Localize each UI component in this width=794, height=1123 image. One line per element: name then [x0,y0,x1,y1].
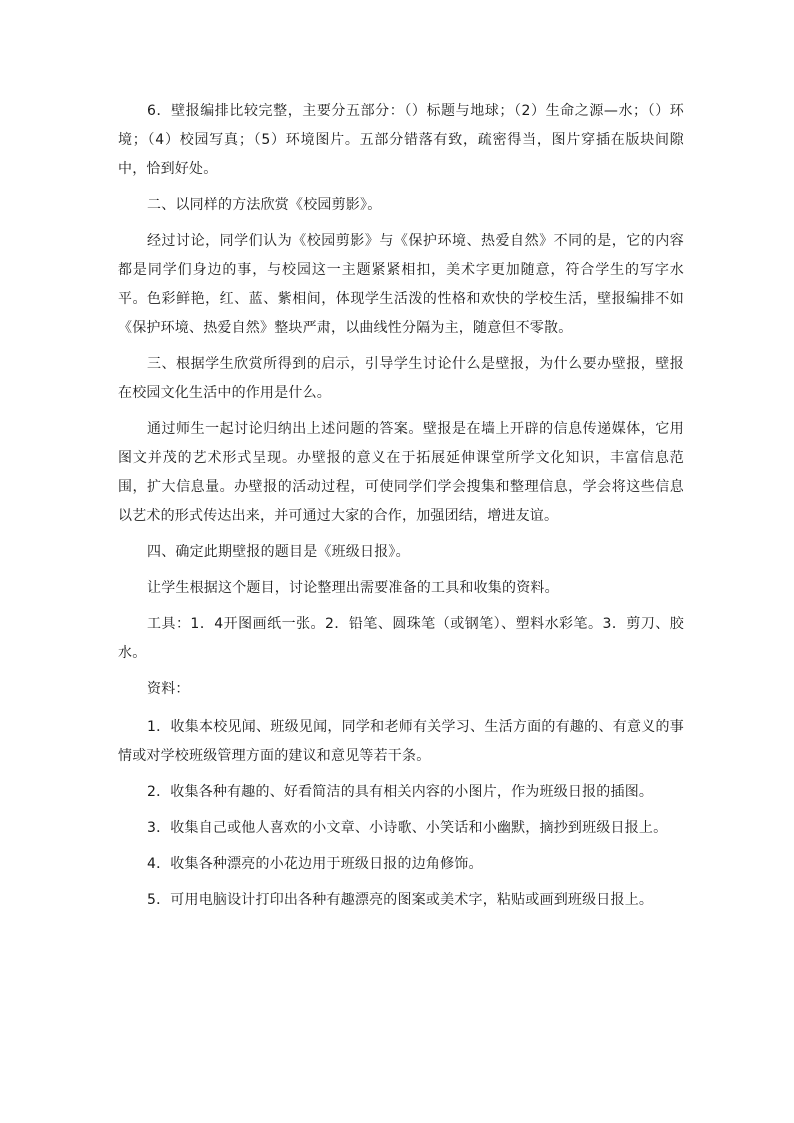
paragraph-material-5: 5．可用电脑设计打印出各种有趣漂亮的图案或美术字，粘贴或画到班级日报上。 [147,892,654,908]
paragraph-discussion-campus: 经过讨论，同学们认为《校园剪影》与《保护环境、热爱自然》不同的是，它的内容都是同学们身边的事，与校园这一主题紧紧相扣，美术字更加随意，符合学生的写字水平。色彩鲜艳，红、蓝、紫相间，体现学生活泼的性格和欢快的学校生活，壁报编排不如《保护环境、热爱自然》整块严肃，以曲线性分隔为主，随意但不零散。 [118,233,684,336]
paragraph-material-1: 1．收集本校见闻、班级见闻，同学和老师有关学习、生活方面的有趣的、有意义的事情或对学校班级管理方面的建议和意见等若干条。 [118,719,684,764]
paragraph-step-three: 三、根据学生欣赏所得到的启示，引导学生讨论什么是壁报，为什么要办壁报，壁报在校园文化生活中的作用是什么。 [118,356,684,401]
paragraph-wall-newspaper-layout: 6．壁报编排比较完整，主要分五部分：（）标题与地球；（2）生命之源—水；（）环境；（4）校园写真；（5）环境图片。五部分错落有致，疏密得当，图片穿插在版块间隙中，恰到好处。 [118,103,684,177]
paragraph-material-3: 3．收集自己或他人喜欢的小文章、小诗歌、小笑话和小幽默，摘抄到班级日报上。 [147,820,668,836]
paragraph-preparation: 让学生根据这个题目，讨论整理出需要准备的工具和收集的资料。 [147,580,559,596]
paragraph-material-4: 4．收集各种漂亮的小花边用于班级日报的边角修饰。 [147,856,483,872]
paragraph-material-2: 2．收集各种有趣的、好看简洁的具有相关内容的小图片，作为班级日报的插图。 [147,784,654,800]
paragraph-step-four: 四、确定此期壁报的题目是《班级日报》。 [147,544,410,560]
paragraph-tools: 工具：1．4开图画纸一张。2．铅笔、圆珠笔（或钢笔）、塑料水彩笔。3．剪刀、胶水。 [118,616,684,661]
paragraph-summary: 通过师生一起讨论归纳出上述问题的答案。壁报是在墙上开辟的信息传递媒体，它用图文并茂的艺术形式呈现。办壁报的意义在于拓展延伸课堂所学文化知识，丰富信息范围，扩大信息量。办壁报的活动过程，可使同学们学会搜集和整理信息，学会将这些信息以艺术的形式传达出来，并可通过大家的合作，加强团结，增进友谊。 [118,421,684,524]
document-body [118,97,684,915]
paragraph-step-two: 二、以同样的方法欣赏《校园剪影》。 [147,197,382,213]
paragraph-materials-heading: 资料： [147,681,190,697]
